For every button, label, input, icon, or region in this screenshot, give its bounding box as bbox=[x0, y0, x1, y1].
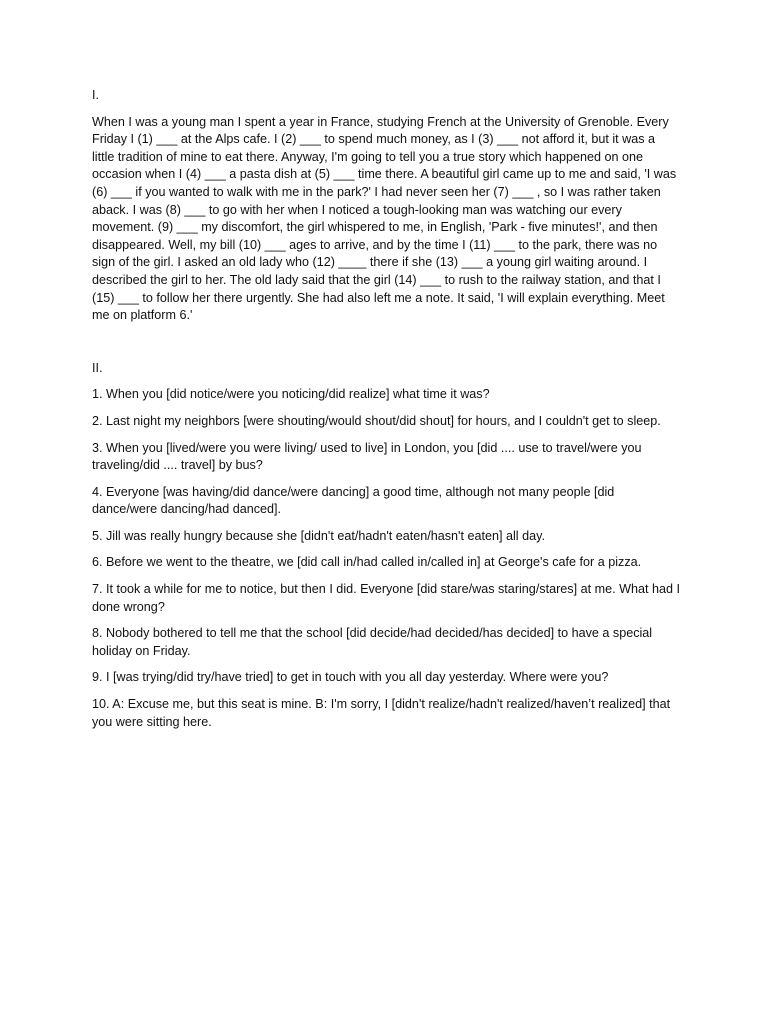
question-item: 10. A: Excuse me, but this seat is mine. B: I'm sorry, I [didn't realize/hadn't realized/haven’t realized] that you were sitting here. bbox=[92, 697, 671, 729]
section-divider-space bbox=[92, 325, 680, 360]
question-item: 1. When you [did notice/were you noticing/did realize] what time it was? bbox=[92, 387, 490, 402]
section-1-heading: I. bbox=[92, 88, 99, 102]
question-item: 5. Jill was really hungry because she [didn't eat/hadn't eaten/hasn't eaten] all day. bbox=[92, 528, 545, 543]
question-list bbox=[92, 386, 680, 731]
question-item: 3. When you [lived/were you were living/ used to live] in London, you [did .... use to travel/were you traveling/did .... travel] by bus? bbox=[92, 440, 642, 473]
question-item: 2. Last night my neighbors [were shouting/would shout/did shout] for hours, and I couldn't get to sleep. bbox=[92, 413, 661, 428]
section-1-paragraph: When I was a young man I spent a year in France, studying French at the University of Grenoble. Every Friday I (1) ___ at the Alps cafe. I (2) ___ to spend much money, as I (3) ___ not afford it, but it was a little tradition of mine to eat there. Anyway, I'm going to tell you a true story which happened on one occasion when I (4) ___ a pasta dish at (5) ___ time there. A beautiful girl came up to me and said, 'I was (6) ___ if you wanted to walk with me in the park?' I had never seen her (7) ___ , so I was rather taken aback. I was (8) ___ to go with her when I noticed a tough-looking man was watching our every movement. (9) ___ my discomfort, the girl whispered to me, in English, 'Park - five minutes!', and then disappeared. Well, my bill (10) ___ ages to arrive, and by the time I (11) ___ to the park, there was no sign of the girl. I asked an old lady who (12) ____ there if she (13) ___ a young girl waiting around. I described the girl to her. The old lady said that the girl (14) ___ to rush to the railway station, and that I (15) ___ to follow her there urgently. She had also left me a note. It said, 'I will explain everything. Meet me on platform 6.' bbox=[92, 114, 677, 323]
question-item: 7. It took a while for me to notice, but then I did. Everyone [did stare/was staring/stares] at me. What had I done wrong? bbox=[92, 582, 681, 614]
question-item: 8. Nobody bothered to tell me that the school [did decide/had decided/has decided] to have a special holiday on Friday. bbox=[92, 626, 653, 658]
section-2-heading: II. bbox=[92, 360, 103, 375]
question-item: 6. Before we went to the theatre, we [did call in/had called in/called in] at George's cafe for a pizza. bbox=[92, 555, 642, 570]
question-item: 4. Everyone [was having/did dance/were dancing] a good time, although not many people [did dance/were dancing/had danced]. bbox=[92, 484, 615, 517]
question-item: 9. I [was trying/did try/have tried] to get in touch with you all day yesterday. Where were you? bbox=[92, 670, 609, 685]
